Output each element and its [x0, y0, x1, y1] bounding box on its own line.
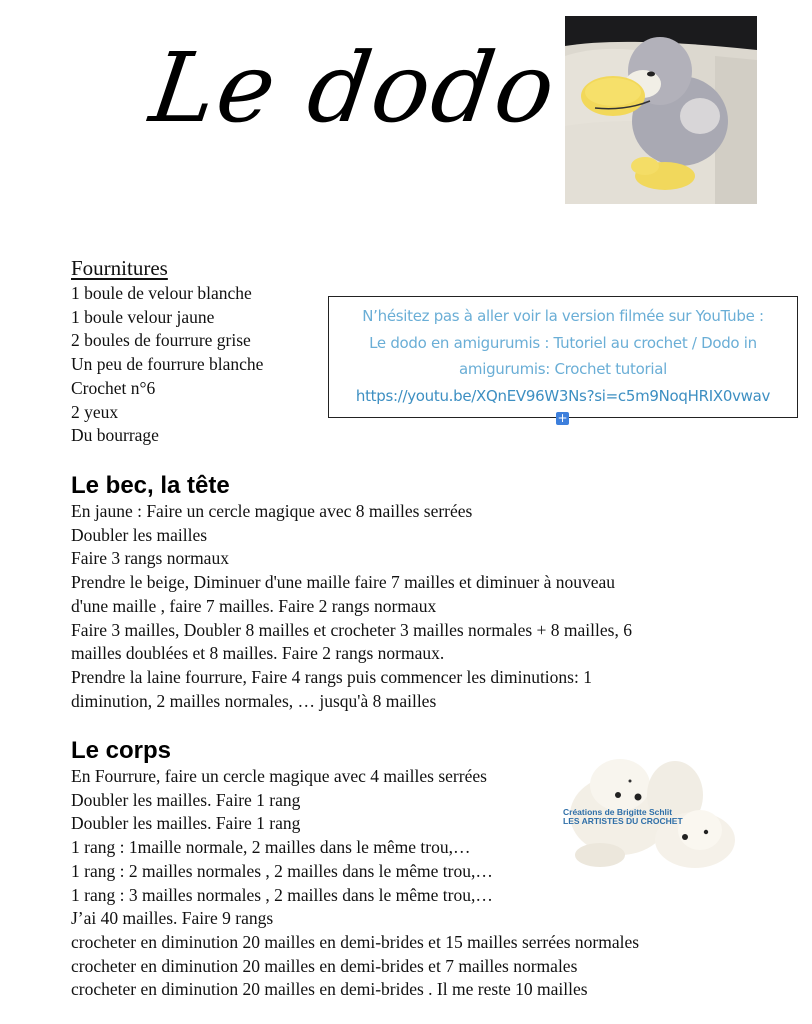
credit-line: Créations de Brigitte Schlit: [563, 807, 673, 817]
youtube-box-line: Le dodo en amigurumis : Tutoriel au crochet / Dodo in: [369, 333, 757, 352]
youtube-text-box[interactable]: [328, 296, 798, 418]
instruction-line: mailles doublées et 8 mailles. Faire 2 rangs normaux.: [71, 643, 445, 664]
section-heading: Le bec, la tête: [71, 472, 230, 499]
instruction-line: En jaune : Faire un cercle magique avec 8 mailles serrées: [71, 501, 473, 521]
supplies-section: [71, 256, 263, 448]
section-heading: Le corps: [71, 737, 172, 764]
instruction-line: En Fourrure, faire un cercle magique avec 4 mailles serrées: [71, 766, 487, 786]
supply-item: Du bourrage: [71, 425, 159, 446]
supplies-heading: Fournitures: [71, 256, 168, 280]
instruction-line: crocheter en diminution 20 mailles en demi-brides . Il me reste 10 mailles: [71, 979, 588, 1000]
instruction-line: 1 rang : 3 mailles normales , 2 mailles dans le même trou,…: [71, 884, 493, 905]
supply-item: Crochet n°6: [71, 377, 156, 398]
dodo-photo-illustration: [565, 16, 757, 204]
instruction-line: crocheter en diminution 20 mailles en demi-brides et 15 mailles serrées normales: [71, 931, 640, 952]
supply-item: 1 boule de velour blanche: [71, 283, 252, 303]
document-title: Le dodo: [144, 32, 564, 144]
credit-line: LES ARTISTES DU CROCHET: [563, 816, 683, 826]
instruction-line: Faire 3 mailles, Doubler 8 mailles et crocheter 3 mailles normales + 8 mailles, 6: [71, 619, 632, 640]
instruction-line: Prendre le beige, Diminuer d'une maille faire 7 mailles et diminuer à nouveau: [71, 572, 616, 593]
supply-item: Un peu de fourrure blanche: [71, 354, 264, 375]
supply-item: 2 boules de fourrure grise: [71, 330, 251, 351]
youtube-box-line: N’hésitez pas à aller voir la version filmée sur YouTube :: [362, 307, 764, 325]
instruction-line: 1 rang : 1maille normale, 2 mailles dans le même trou,…: [71, 837, 471, 858]
instruction-line: Doubler les mailles: [71, 524, 208, 545]
poodles-photo: [560, 745, 740, 875]
instruction-line: Doubler les mailles. Faire 1 rang: [71, 789, 301, 810]
body-section: [71, 737, 639, 1002]
plus-icon[interactable]: +: [557, 411, 568, 425]
instruction-line: J’ai 40 mailles. Faire 9 rangs: [71, 908, 274, 929]
instruction-line: Doubler les mailles. Faire 1 rang: [71, 813, 301, 834]
instruction-line: diminution, 2 mailles normales, … jusqu'à 8 mailles: [71, 690, 437, 711]
youtube-link[interactable]: https://youtu.be/XQnEV96W3Ns?si=c5m9NoqHRIX0vwav: [355, 386, 771, 405]
instruction-line: d'une maille , faire 7 mailles. Faire 2 rangs normaux: [71, 595, 437, 616]
instruction-line: Faire 3 rangs normaux: [71, 548, 229, 569]
poodles-credit: [563, 808, 683, 826]
youtube-box-line: amigurumis: Crochet tutorial: [459, 360, 667, 378]
dodo-photo: [565, 16, 757, 204]
beak-head-section: [71, 472, 632, 713]
supply-item: 2 yeux: [71, 401, 119, 422]
instruction-line: Prendre la laine fourrure, Faire 4 rangs puis commencer les diminutions: 1: [71, 666, 592, 687]
instruction-line: crocheter en diminution 20 mailles en demi-brides et 7 mailles normales: [71, 955, 578, 976]
instruction-line: 1 rang : 2 mailles normales , 2 mailles dans le même trou,…: [71, 860, 493, 881]
supply-item: 1 boule velour jaune: [71, 306, 215, 327]
